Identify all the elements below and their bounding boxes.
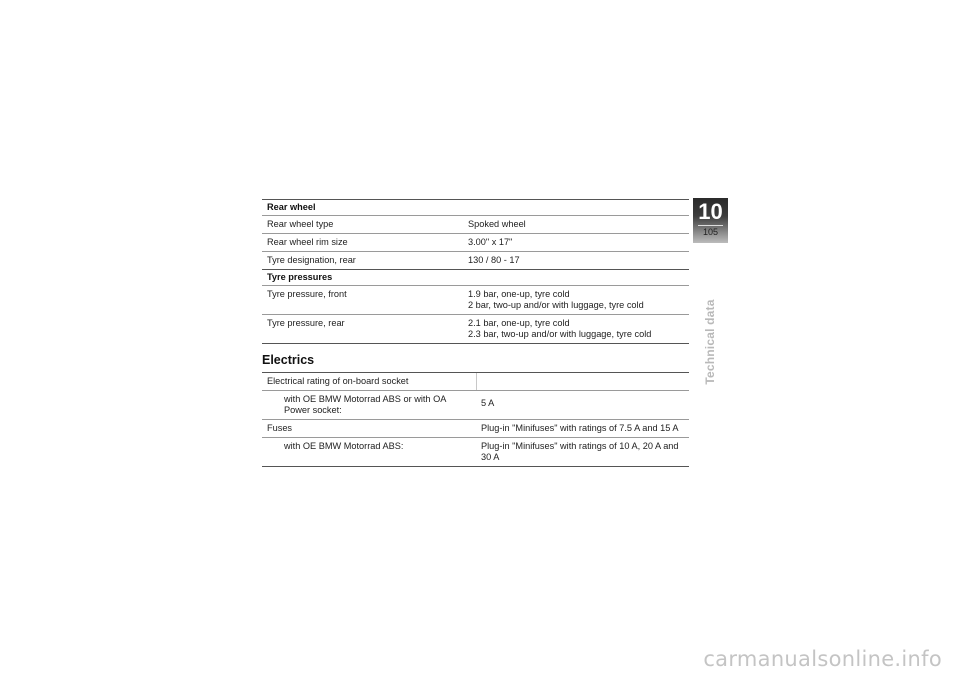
- table-row: [262, 233, 689, 251]
- table-row: [262, 372, 689, 390]
- page-number: 105: [702, 227, 719, 237]
- chapter-number: 10: [698, 199, 723, 224]
- spec-label: Tyre pressure, front: [267, 289, 347, 299]
- spec-label: Rear wheel rim size: [267, 237, 348, 247]
- spec-value-empty: [476, 373, 689, 390]
- spec-value-line: 2.3 bar, two-up and/or with luggage, tyre cold: [468, 329, 652, 339]
- watermark: carmanualsonline.info: [703, 647, 942, 671]
- spec-sub-label: with OE BMW Motorrad ABS or with OA Power socket:: [284, 394, 446, 415]
- spec-value-line: 2.1 bar, one-up, tyre cold: [468, 318, 570, 328]
- spec-label: Tyre designation, rear: [267, 255, 356, 265]
- electrics-title: Electrics: [262, 353, 315, 367]
- spec-value: Spoked wheel: [468, 219, 526, 229]
- spec-sub-label: with OE BMW Motorrad ABS:: [284, 441, 404, 451]
- table-row: [262, 285, 689, 314]
- spec-value: [463, 286, 689, 314]
- table-row: [262, 419, 689, 437]
- spec-value-line: 1.9 bar, one-up, tyre cold: [468, 289, 570, 299]
- spec-label: Electrical rating of on-board socket: [267, 376, 409, 386]
- spec-value: [463, 315, 689, 343]
- table-row: [262, 437, 689, 467]
- spec-value: Plug-in "Minifuses" with ratings of 10 A, 20 A and 30 A: [481, 441, 679, 462]
- rear-wheel-heading: Rear wheel: [262, 199, 689, 215]
- spec-label: Tyre pressure, rear: [267, 318, 345, 328]
- table-row: [262, 251, 689, 269]
- spec-value: 3.00" x 17": [468, 237, 513, 247]
- spec-value: Plug-in "Minifuses" with ratings of 7.5 A and 15 A: [481, 423, 679, 433]
- chapter-side-label: Technical data: [703, 299, 717, 385]
- spec-value-line: 2 bar, two-up and/or with luggage, tyre cold: [468, 300, 644, 310]
- electrics-table: [262, 372, 689, 467]
- tyre-pressures-heading: Tyre pressures: [262, 269, 689, 285]
- spec-value: 130 / 80 - 17: [468, 255, 520, 265]
- table-row: [262, 390, 689, 419]
- table-row: [262, 215, 689, 233]
- chapter-tab: [693, 198, 728, 243]
- spec-content: [262, 199, 689, 467]
- table-row: [262, 314, 689, 344]
- spec-value: 5 A: [481, 398, 495, 408]
- spec-label: Fuses: [267, 423, 293, 433]
- spec-label: Rear wheel type: [267, 219, 334, 229]
- tab-divider: [698, 225, 723, 226]
